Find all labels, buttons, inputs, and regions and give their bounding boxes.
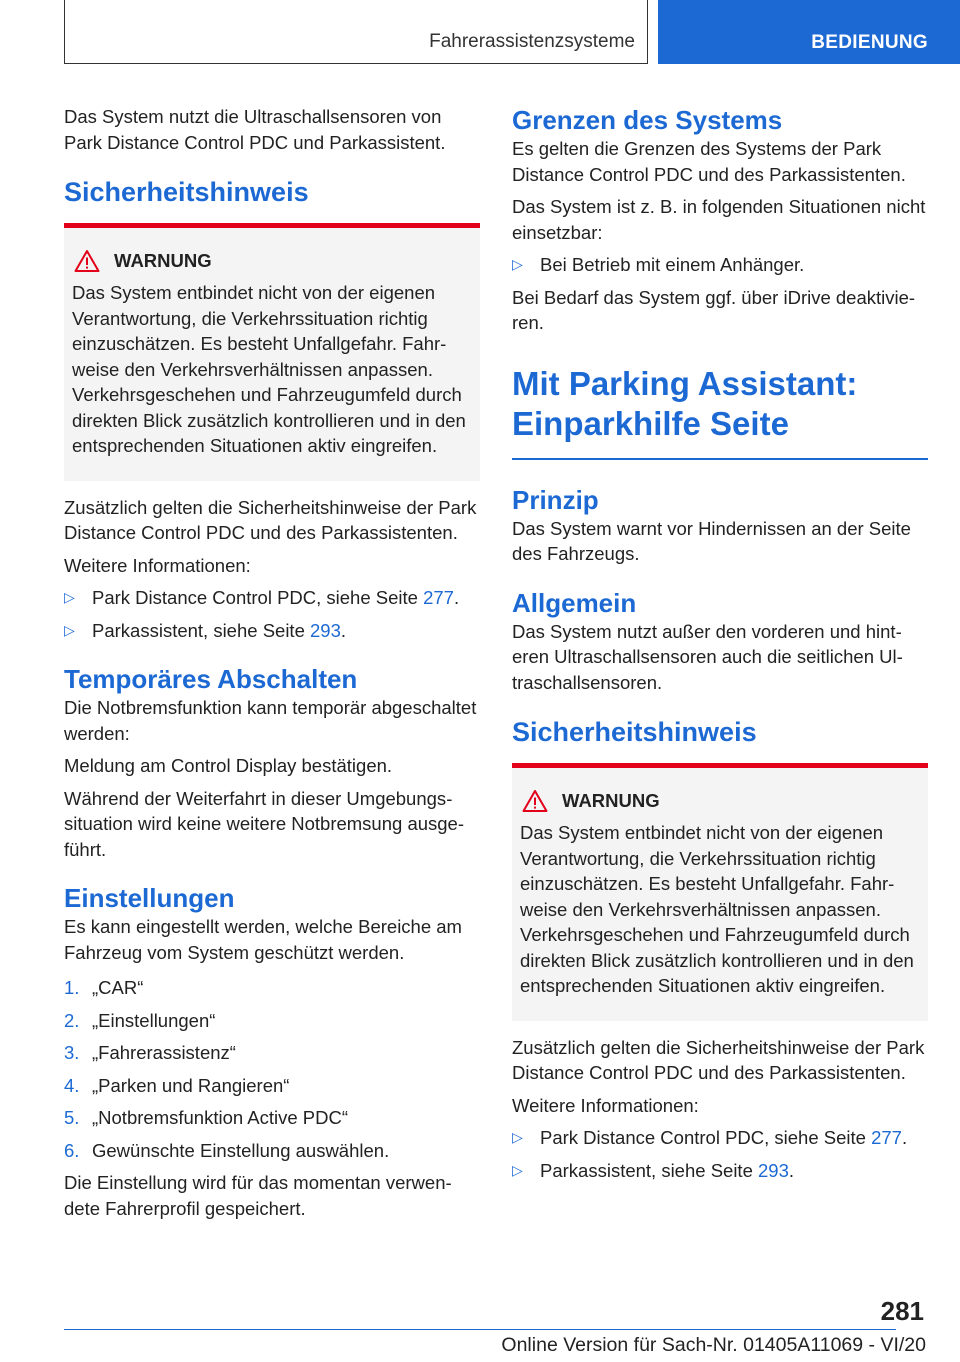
footer-online-version: Online Version für Sach-Nr. 01405A11069 - VI/20 xyxy=(501,1334,926,1356)
right-column xyxy=(512,104,928,1190)
page-link-293[interactable]: 293 xyxy=(758,1159,789,1181)
principle-heading: Prinzip xyxy=(512,484,599,515)
list-item xyxy=(512,252,928,278)
list-item xyxy=(64,585,480,611)
heading-rule xyxy=(512,458,928,460)
step-number: 1. xyxy=(64,977,80,998)
settings-intro: Es kann eingestellt werden, welche Bereiche am Fahrzeug vom System geschützt werden. xyxy=(64,916,462,963)
page-link-277[interactable]: 277 xyxy=(871,1127,902,1148)
list-item xyxy=(512,1158,928,1184)
triangle-bullet-icon: ▷ xyxy=(64,589,75,605)
principle-text: Das System warnt vor Hindernissen an der Seite des Fahrzeugs. xyxy=(512,517,911,564)
more-info-label: Weitere Informationen: xyxy=(512,1094,699,1116)
left-column xyxy=(64,104,480,1228)
limits-text: Es gelten die Grenzen des Systems der Park Distance Control PDC und des Parkassistenten. xyxy=(512,138,906,185)
temporary-off-note: Während der Weiterfahrt in dieser Umgebungssituation wird keine weitere Notbremsung ausgeführt. xyxy=(64,787,465,860)
list-item-text: Parkassistent, siehe Seite 293. xyxy=(92,619,347,641)
triangle-bullet-icon: ▷ xyxy=(64,621,75,638)
warning-box xyxy=(64,228,480,481)
limits-deactivate: Bei Bedarf das System ggf. über iDrive deaktivieren. xyxy=(512,286,916,333)
warning-title: WARNUNG xyxy=(562,790,660,811)
triangle-bullet-icon: ▷ xyxy=(512,1161,523,1178)
warning-text: Das System entbindet nicht von der eigenen Verantwortung, die Verkehrssituation richtig einzuschätzen. Es besteht Unfallgefahr. Fahrweise den Verkehrsverhältnissen anpassen. Verkehrsgeschehen und Fahrzeugumfeld durch direkten Blick zusätzlich kontrollieren und in den entsprechenden Situationen aktiv eingreifen. xyxy=(72,282,466,456)
safety-heading-right: Sicherheitshinweis xyxy=(512,717,757,747)
list-item xyxy=(64,975,480,1001)
step-text: Gewünschte Einstellung auswählen. xyxy=(92,1139,390,1161)
step-text: „Notbremsfunktion Active PDC“ xyxy=(92,1107,349,1128)
list-item-text: Parkassistent, siehe Seite 293. xyxy=(540,1159,795,1181)
warning-title-row xyxy=(520,788,920,814)
triangle-bullet-icon: ▷ xyxy=(512,1129,523,1145)
step-number: 4. xyxy=(64,1074,80,1096)
list-item xyxy=(64,1073,480,1099)
warning-triangle-icon xyxy=(74,249,100,273)
step-text: „Parken und Rangieren“ xyxy=(92,1074,290,1096)
page-number: 281 xyxy=(880,1296,924,1326)
settings-heading: Einstellungen xyxy=(64,883,235,913)
step-text: „Fahrerassistenz“ xyxy=(92,1042,236,1063)
step-number: 2. xyxy=(64,1009,80,1031)
warning-triangle-icon xyxy=(522,789,548,813)
header-section-title: Fahrerassistenzsysteme xyxy=(429,31,635,52)
list-item xyxy=(64,618,480,644)
info-link-list xyxy=(512,1125,928,1183)
header-section-box xyxy=(64,0,648,64)
list-item-text: Bei Betrieb mit einem Anhänger. xyxy=(540,254,805,275)
list-item xyxy=(64,1040,480,1066)
additional-safety-text: Zusätzlich gelten die Sicherheitshinweise der Park Distance Control PDC und des Parkassistenten. xyxy=(512,1036,925,1083)
safety-heading: Sicherheitshinweis xyxy=(64,177,309,207)
step-text: „CAR“ xyxy=(92,977,144,998)
temporary-off-heading: Temporäres Abschalten xyxy=(64,664,358,694)
settings-saved-note: Die Einstellung wird für das momentan verwendete Fahrerprofil gespeichert. xyxy=(64,1172,452,1219)
info-link-list xyxy=(64,585,480,643)
page-link-293[interactable]: 293 xyxy=(310,619,341,641)
limits-situations: Das System ist z. B. in folgenden Situationen nicht einsetzbar: xyxy=(512,196,926,243)
header-chapter-label: BEDIENUNG xyxy=(811,32,928,53)
header-chapter-tab[interactable] xyxy=(658,0,960,64)
step-number: 3. xyxy=(64,1042,80,1063)
triangle-bullet-icon: ▷ xyxy=(512,256,523,272)
general-text: Das System nutzt außer den vorderen und hinteren Ultraschallsensoren auch die seitlichen Ultraschallsensoren. xyxy=(512,620,903,693)
list-item-text: Park Distance Control PDC, siehe Seite 277. xyxy=(540,1127,908,1148)
list-item xyxy=(64,1008,480,1034)
step-number: 6. xyxy=(64,1139,80,1161)
limits-list xyxy=(512,252,928,278)
temporary-off-text: Die Notbremsfunktion kann temporär abgeschaltet werden: xyxy=(64,697,477,744)
temporary-off-confirm: Meldung am Control Display bestätigen. xyxy=(64,755,393,776)
step-number: 5. xyxy=(64,1107,80,1128)
settings-steps xyxy=(64,975,480,1163)
list-item xyxy=(64,1105,480,1131)
additional-safety-text: Zusätzlich gelten die Sicherheitshinweise der Park Distance Control PDC und des Parkassistenten. xyxy=(64,496,477,543)
limits-heading: Grenzen des Systems xyxy=(512,105,783,135)
warning-title-row xyxy=(72,248,472,274)
list-item xyxy=(512,1125,928,1151)
step-text: „Einstellungen“ xyxy=(92,1009,216,1031)
more-info-label: Weitere Informationen: xyxy=(64,554,251,576)
warning-text: Das System entbindet nicht von der eigenen Verantwortung, die Verkehrssituation richtig einzuschätzen. Es besteht Unfallgefahr. Fahrweise den Verkehrsverhältnissen anpassen. Verkehrsgeschehen und Fahrzeugumfeld durch direkten Blick zusätzlich kontrollieren und in den entsprechenden Situationen aktiv eingreifen. xyxy=(520,822,914,996)
warning-title: WARNUNG xyxy=(114,250,212,271)
list-item xyxy=(64,1138,480,1164)
warning-box xyxy=(512,768,928,1021)
main-heading: Mit Parking Assistant: Einparkhilfe Seite xyxy=(512,364,858,442)
intro-paragraph: Das System nutzt die Ultraschallsensoren von Park Distance Control PDC und Parkassistent. xyxy=(64,106,446,153)
general-heading: Allgemein xyxy=(512,587,637,618)
footer-rule xyxy=(64,1329,896,1330)
list-item-text: Park Distance Control PDC, siehe Seite 277. xyxy=(92,587,460,608)
page-link-277[interactable]: 277 xyxy=(423,587,454,608)
